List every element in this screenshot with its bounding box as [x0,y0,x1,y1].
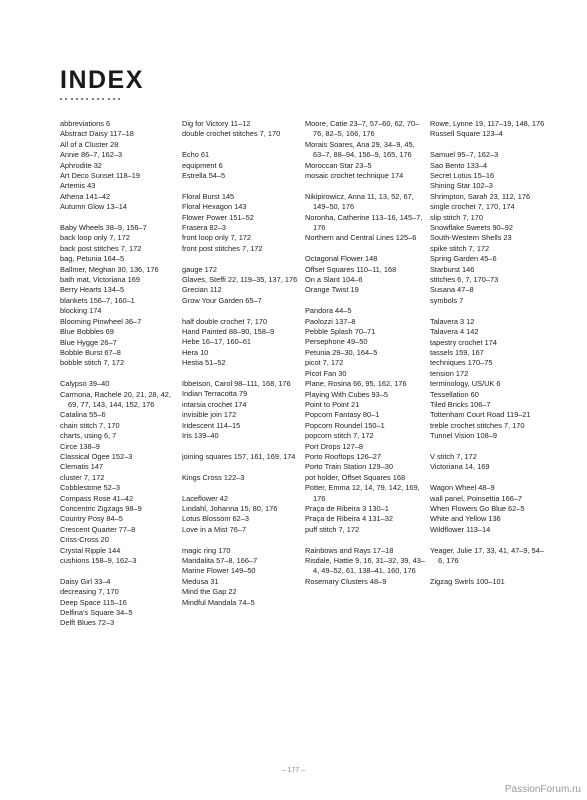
index-letter-group [430,150,550,306]
index-letter-group [305,192,425,244]
index-entry: Praça de Ribeira 4 131–32 [305,514,393,524]
index-entry: Snowflake Sweets 90–92 [430,223,513,233]
index-entry: Classical Ogee 152–3 [60,451,133,461]
index-letter-group [182,150,302,181]
index-entry: abbreviations 6 [60,119,111,128]
index-entry: Porto Train Station 129–30 [305,462,393,472]
index-entry: Daisy Girl 33–4 [60,576,111,586]
index-entry: gauge 172 [182,264,217,274]
index-entry: half double crochet 7, 170 [182,316,268,326]
index-entry: On a Slant 104–6 [305,275,363,285]
index-entry: Calypso 39–40 [60,379,110,389]
index-entry: Criss-Cross 20 [60,535,109,545]
index-entry: Echo 61 [182,150,210,160]
index-entry: Deep Space 115–16 [60,597,127,607]
index-entry: slip stitch 7, 170 [430,212,483,222]
index-entry: spike stitch 7, 172 [430,243,490,253]
index-entry: joining squares 157, 161, 169, 174 [182,451,296,461]
index-entry: Berry Hearts 134–5 [60,285,125,295]
index-entry: Mind the Gap 22 [182,587,237,597]
index-letter-group [60,379,180,566]
index-entry: Art Deco Sunset 118–19 [60,171,140,181]
index-entry: bag, Petunia 164–5 [60,254,125,264]
index-entry: Baby Wheels 38–9, 156–7 [60,223,147,233]
index-entry: Paolozzi 137–8 [305,316,356,326]
index-letter-group [430,546,550,567]
index-letter-group [430,119,550,140]
index-entry: Grow Your Garden 65–7 [182,295,262,305]
index-entry: Potter, Emma 12, 14, 79, 142, 169, 176 [305,483,420,503]
index-entry: Catalina 55–6 [60,410,106,420]
index-letter-group [305,119,425,181]
index-entry: Rosemary Clusters 48–9 [305,576,387,586]
index-entry: Mindful Mandala 74–5 [182,597,255,607]
index-entry: Shrimpton, Sarah 23, 112, 176 [430,191,531,201]
index-entry: stitches 6, 7, 170–73 [430,275,499,285]
index-entry: Yeager, Julie 17, 33, 41, 47–9, 54–6, 176 [430,545,544,565]
index-entry: Bobble Burst 67–8 [60,347,121,357]
index-entry: Autumn Glow 13–14 [60,202,127,212]
index-entry: cluster 7, 172 [60,472,105,482]
underline-dot [118,98,120,100]
index-entry: Nikipirowicz, Anna 11, 13, 52, 67, 149–50, 176 [305,191,414,212]
index-entry: puff stitch 7, 172 [305,524,360,534]
index-entry: symbols 7 [430,295,464,305]
index-entry: Plane, Rosina 66, 95, 162, 176 [305,379,407,389]
index-entry: Indian Terracotta 79 [182,389,248,399]
index-entry: treble crochet stitches 7, 170 [430,420,525,430]
index-entry: Tiled Bricks 106–7 [430,399,491,409]
index-entry: Artemis 43 [60,181,96,191]
underline-dot [92,98,94,100]
index-entry: Noronha, Catherine 113–16, 145–7, 176 [305,212,423,233]
index-entry: Wagon Wheel 48–9 [430,483,495,493]
index-entry: Lindahl, Johanna 15, 80, 176 [182,503,278,513]
index-entry: front loop only 7, 172 [182,233,252,243]
index-entry: picot 7, 172 [305,358,344,368]
underline-dot [86,98,88,100]
index-entry: charts, using 6, 7 [60,431,117,441]
index-entry: Victoriana 14, 169 [430,462,490,472]
index-entry: Concentric Zigzags 98–9 [60,504,142,513]
index-entry: equipment 6 [182,160,223,170]
index-entry: Tessellation 60 [430,389,479,399]
index-entry: Petunia 29–30, 164–5 [305,347,378,357]
index-entry: Zigzag Swirls 100–101 [430,576,505,586]
index-entry: bath mat, Victoriana 169 [60,275,140,285]
index-entry: blankets 156–7, 160–1 [60,295,135,305]
index-letter-group [60,119,180,213]
index-letter-group [182,494,302,536]
watermark: PassionForum.ru [504,784,581,795]
index-letter-group [182,119,302,140]
index-entry: Spring Garden 45–6 [430,254,497,264]
index-letter-group [430,577,550,587]
index-letter-group [430,483,550,535]
index-entry: Lotus Blossom 62–3 [182,514,249,524]
index-entry: Pandora 44–5 [305,306,352,316]
index-entry: Tunnel Vision 108–9 [430,431,497,441]
index-entry: Persephone 49–50 [305,337,368,347]
index-entry: Talavera 3 12 [430,316,475,326]
index-letter-group [305,306,425,535]
index-entry: Secret Lotus 15–16 [430,171,495,181]
index-entry: Octagonal Flower 148 [305,254,378,264]
index-entry: Country Posy 84–5 [60,514,123,524]
index-entry: Hand Painted 88–90, 158–9 [182,327,275,337]
index-entry: Tottenham Court Road 119–21 [430,410,531,420]
index-entry: Wildflower 113–14 [430,524,491,534]
index-entry: Moroccan Star 23–5 [305,160,372,170]
index-entry: Risdale, Hattie 9, 16, 31–32, 39, 43–4, 49–52, 61, 138–41, 160, 176 [305,556,425,576]
index-entry: Kings Cross 122–3 [182,472,245,482]
index-letter-group [430,317,550,442]
index-entry: Playing With Cubes 93–5 [305,389,388,399]
index-letter-group [182,192,302,254]
index-entry: cushions 158–9, 162–3 [60,556,137,566]
index-entry: Popcorn Fantasy 80–1 [305,410,380,420]
underline-dot [97,98,99,100]
index-letter-group [182,265,302,307]
index-entry: front post stitches 7, 172 [182,243,263,253]
page-title: INDEX [60,66,144,94]
index-entry: single crochet 7, 170, 174 [430,202,515,212]
index-letter-group [305,254,425,296]
index-entry: Flower Power 151–52 [182,212,254,222]
index-entry: Russell Square 123–4 [430,129,503,139]
index-entry: popcorn stitch 7, 172 [305,431,374,441]
index-entry: Estrella 54–5 [182,171,226,181]
index-entry: Athena 141–42 [60,191,111,201]
index-column-2 [182,119,302,608]
page-number: – 177 – [281,767,306,774]
index-entry: Mandalita 57–8, 166–7 [182,555,258,565]
index-entry: Pebble Splash 70–71 [305,327,376,337]
index-entry: Delfina's Square 34–5 [60,608,133,618]
index-entry: Crescent Quarter 77–8 [60,524,136,534]
index-entry: Marine Flower 149–50 [182,566,256,576]
index-entry: Talavera 4 142 [430,327,479,337]
index-letter-group [182,473,302,483]
index-entry: tension 172 [430,368,469,378]
index-entry: Ibbetson, Carol 98–111, 168, 176 [182,379,291,389]
index-letter-group [182,546,302,608]
index-letter-group [305,546,425,588]
index-entry: back loop only 7, 172 [60,233,130,243]
index-entry: Medusa 31 [182,576,219,586]
index-entry: Orange Twist 19 [305,285,359,295]
underline-dot [108,98,110,100]
index-entry: Rainbows and Rays 17–18 [305,545,394,555]
index-entry: Popcorn Roundel 150–1 [305,420,385,430]
index-entry: Starburst 146 [430,264,475,274]
index-entry: Floral Hexagon 143 [182,202,247,212]
index-entry: Hera 10 [182,347,209,357]
index-entry: Glaves, Steffi 22, 119–35, 137, 176 [182,275,298,285]
underline-dot [102,98,104,100]
index-entry: Love in a Mist 76–7 [182,524,247,534]
index-entry: tassels 159, 167 [430,347,484,357]
index-entry: decreasing 7, 170 [60,587,119,597]
index-entry: blocking 174 [60,306,102,316]
underline-dot [76,98,78,100]
index-letter-group [182,317,302,369]
index-entry: All of a Cluster 28 [60,139,119,149]
underline-dot [113,98,115,100]
index-entry: Blue Bobbles 69 [60,327,114,337]
index-column-3 [305,119,425,587]
index-entry: Shining Star 102–3 [430,181,493,191]
index-entry: Laceflower 42 [182,493,229,503]
index-entry: magic ring 170 [182,545,231,555]
index-entry: Clematis 147 [60,462,104,472]
index-entry: pot holder, Offset Squares 168 [305,472,406,482]
index-entry: Porto Rooftops 126–27 [305,451,382,461]
index-entry: Susana 47–8 [430,285,474,295]
index-letter-group [60,577,180,629]
index-entry: Delft Blues 72–3 [60,618,115,628]
index-column-4 [430,119,550,587]
index-entry: Annie 86–7, 162–3 [60,150,123,160]
index-entry: Blooming Pinwheel 36–7 [60,316,142,326]
index-entry: Grecian 112 [182,285,222,295]
index-entry: chain stitch 7, 170 [60,420,120,430]
index-entry: tapestry crochet 174 [430,337,497,347]
index-entry: back post stitches 7, 172 [60,243,142,253]
index-entry: White and Yellow 136 [430,514,501,524]
index-entry: Hestia 51–52 [182,358,226,368]
index-entry: Carmona, Rachele 20, 21, 28, 42, 69, 77, 143, 144, 152, 176 [60,389,171,409]
index-column-1 [60,119,180,629]
underline-dot [81,98,83,100]
index-entry: Morais Soares, Ana 29, 34–9, 45, 63–7, 88–94, 156–9, 165, 176 [305,139,415,160]
index-entry: Point to Point 21 [305,399,360,409]
index-entry: Port Drops 127–8 [305,441,363,451]
index-entry: Abstract Daisy 117–18 [60,129,134,139]
index-entry: Hebe 16–17, 160–61 [182,337,252,347]
underline-dot [65,98,67,100]
index-entry: Aphrodite 32 [60,160,102,170]
index-entry: Frasera 82–3 [182,223,226,233]
underline-dot [60,98,62,100]
index-entry: Picot Fan 30 [305,368,347,378]
index-entry: When Flowers Go Blue 62–5 [430,503,525,513]
index-entry: Sao Bento 133–4 [430,160,488,170]
index-entry: Blue Hygge 26–7 [60,337,117,347]
index-entry: Compass Rose 41–42 [60,493,134,503]
index-entry: South-Western Shells 23 [430,233,512,243]
index-entry: Iridescent 114–15 [182,420,241,430]
index-entry: Praça de Ribeira 3 130–1 [305,503,389,513]
index-entry: mosaic crochet technique 174 [305,171,404,181]
index-letter-group [182,452,302,462]
index-entry: Iris 139–40 [182,431,219,441]
index-entry: Samuel 95–7, 162–3 [430,150,499,160]
index-entry: Rowe, Lynne 19, 117–19, 148, 176 [430,119,545,128]
index-entry: bobble stitch 7, 172 [60,358,125,368]
index-entry: Ballmer, Meghan 30, 136, 176 [60,264,159,274]
index-entry: Dig for Victory 11–12 [182,119,251,128]
index-letter-group [60,223,180,369]
index-letter-group [182,379,302,441]
index-entry: Cobblestone 52–3 [60,483,120,493]
index-entry: invisible join 172 [182,410,237,420]
title-underline-dots [60,98,120,100]
index-letter-group [430,452,550,473]
underline-dot [71,98,73,100]
index-entry: techniques 170–75 [430,358,493,368]
index-entry: wall panel, Poinsettia 166–7 [430,493,523,503]
index-entry: Offset Squares 110–11, 168 [305,264,397,274]
index-entry: intarsia crochet 174 [182,399,247,409]
index-entry: Crystal Ripple 144 [60,545,121,555]
index-entry: Circe 138–9 [60,441,100,451]
index-entry: Moore, Catie 23–7, 57–60, 62, 70–76, 82–5, 166, 176 [305,119,420,139]
index-entry: terminology, US/UK 6 [430,379,501,389]
index-entry: V stitch 7, 172 [430,451,477,461]
index-entry: double crochet stitches 7, 170 [182,129,281,139]
index-entry: Floral Burst 145 [182,191,235,201]
index-entry: Northern and Central Lines 125–6 [305,233,417,243]
